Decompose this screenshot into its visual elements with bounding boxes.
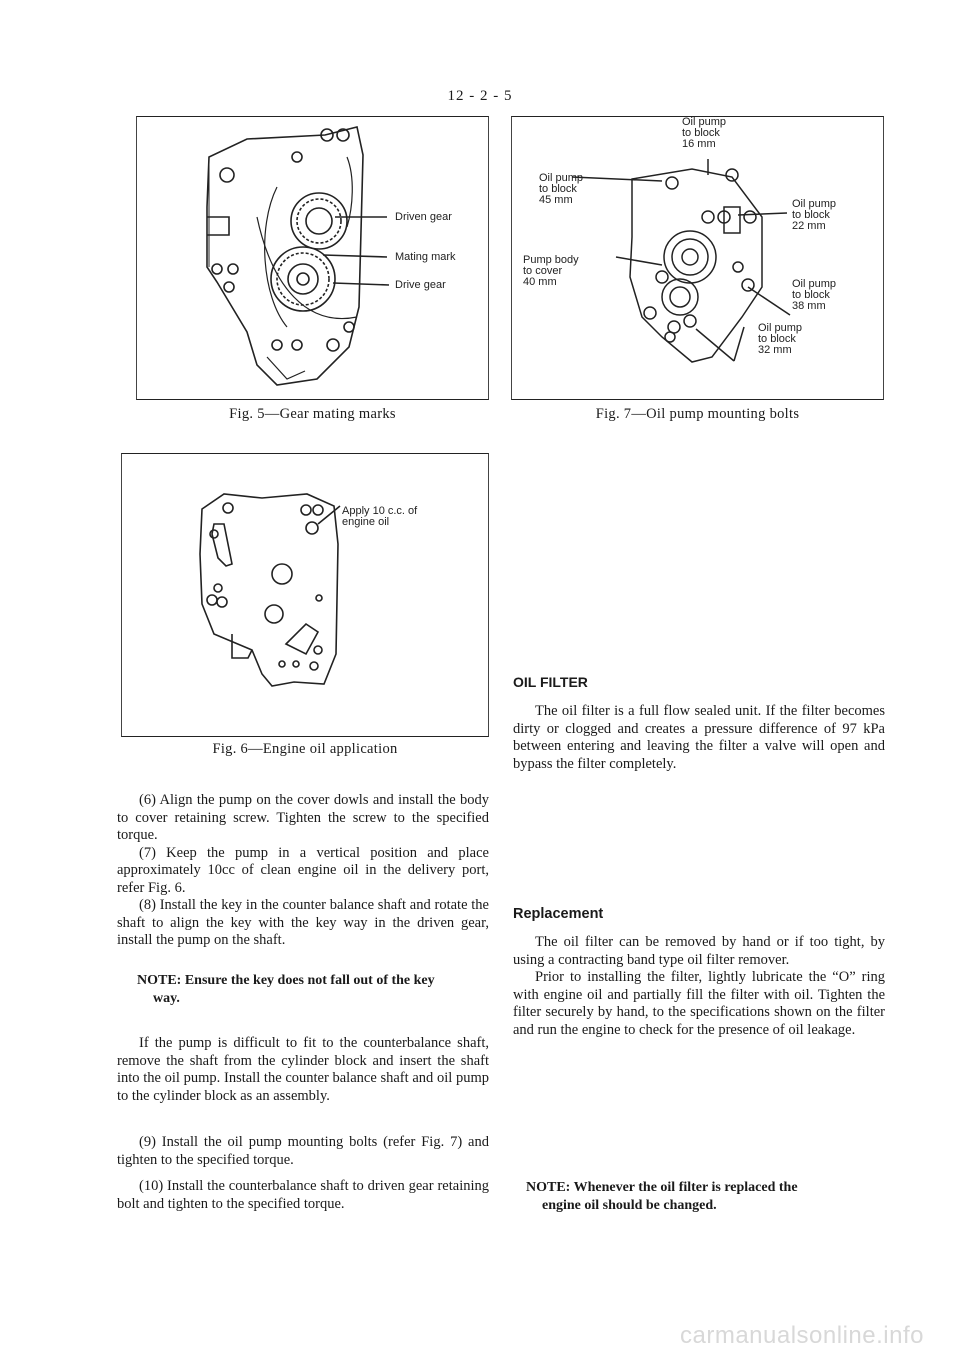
apply-oil-label: Apply 10 c.c. of engine oil <box>342 505 418 528</box>
watermark-text: carmanualsonline.info <box>680 1322 924 1349</box>
replacement-text-2: Prior to installing the filter, lightly lubricate the “O” ring with engine oil and partially fill the filter with oil. Tighten the filter securely by hand, to the specifications shown on the filter and run the engine to check for the presence of oil leakage. <box>513 969 885 1038</box>
step-10-paragraph <box>117 1178 489 1213</box>
figure-7-frame <box>511 116 884 400</box>
step-6-text: (6) Align the pump on the cover dowls and install the body to cover retaining screw. Tighten the screw to the specified torque. <box>117 792 489 843</box>
figure-5-caption: Fig. 5—Gear mating marks <box>229 406 396 422</box>
figure-7-caption: Fig. 7—Oil pump mounting bolts <box>595 406 800 422</box>
oil-filter-paragraph <box>513 703 885 773</box>
engine-oil-application-diagram <box>122 454 490 738</box>
replacement-text-1: The oil filter can be removed by hand or if too tight, by using a contracting band type oil filter remover. <box>513 934 885 968</box>
step-10-text: (10) Install the counterbalance shaft to driven gear retaining bolt and tighten to the specified torque. <box>117 1178 489 1212</box>
page-number: 12 - 2 - 5 <box>447 88 513 104</box>
mating-mark-label: Mating mark <box>395 251 456 263</box>
right-note <box>526 1179 884 1214</box>
counterbalance-text: If the pump is difficult to fit to the counterbalance shaft, remove the shaft from the cylinder block and insert the shaft into the oil pump. Install the counter balance shaft and oil pump to the cylinder block as an assembly. <box>117 1035 489 1104</box>
left-note-line2: way. <box>153 990 180 1006</box>
counterbalance-paragraph <box>117 1035 489 1105</box>
oil-pump-45mm-label: Oil pump to block 45 mm <box>539 172 584 206</box>
driven-gear-label: Driven gear <box>395 211 452 223</box>
oil-pump-16mm-label: Oil pump to block 16 mm <box>682 116 727 150</box>
oil-pump-22mm-label: Oil pump to block 22 mm <box>792 198 837 232</box>
step-6-paragraph <box>117 792 489 950</box>
oil-filter-heading: OIL FILTER <box>513 674 588 690</box>
oil-pump-38mm-label: Oil pump to block 38 mm <box>792 278 837 312</box>
oil-pump-32mm-label: Oil pump to block 32 mm <box>758 322 803 356</box>
replacement-heading: Replacement <box>513 906 604 922</box>
oil-filter-text: The oil filter is a full flow sealed unit. If the filter becomes dirty or clogged and creates a pressure difference of 97 kPa between entering and leaving the filter a valve will open and bypass the filter completely. <box>513 703 885 772</box>
drive-gear-label: Drive gear <box>395 279 446 291</box>
left-note-line1: NOTE: Ensure the key does not fall out of the key <box>137 973 435 988</box>
pump-body-40mm-label: Pump body to cover 40 mm <box>523 254 579 288</box>
right-note-line2: engine oil should be changed. <box>542 1197 717 1213</box>
step-9-text: (9) Install the oil pump mounting bolts (refer Fig. 7) and tighten to the specified torque. <box>117 1134 489 1168</box>
figure-5-frame <box>136 116 489 400</box>
right-note-line1: NOTE: Whenever the oil filter is replaced the <box>526 1180 798 1195</box>
figure-6-caption: Fig. 6—Engine oil application <box>212 741 398 757</box>
replacement-paragraph <box>513 934 885 1039</box>
step-7-text: (7) Keep the pump in a vertical position and place approximately 10cc of clean engine oil in the delivery port, refer Fig. 6. <box>117 844 489 896</box>
step-8-text: (8) Install the key in the counter balance shaft and rotate the shaft to align the key with the key way in the driven gear, install the pump on the shaft. <box>117 897 489 948</box>
step-9-paragraph <box>117 1134 489 1169</box>
left-note <box>137 972 489 1007</box>
figure-6-frame <box>121 453 489 737</box>
